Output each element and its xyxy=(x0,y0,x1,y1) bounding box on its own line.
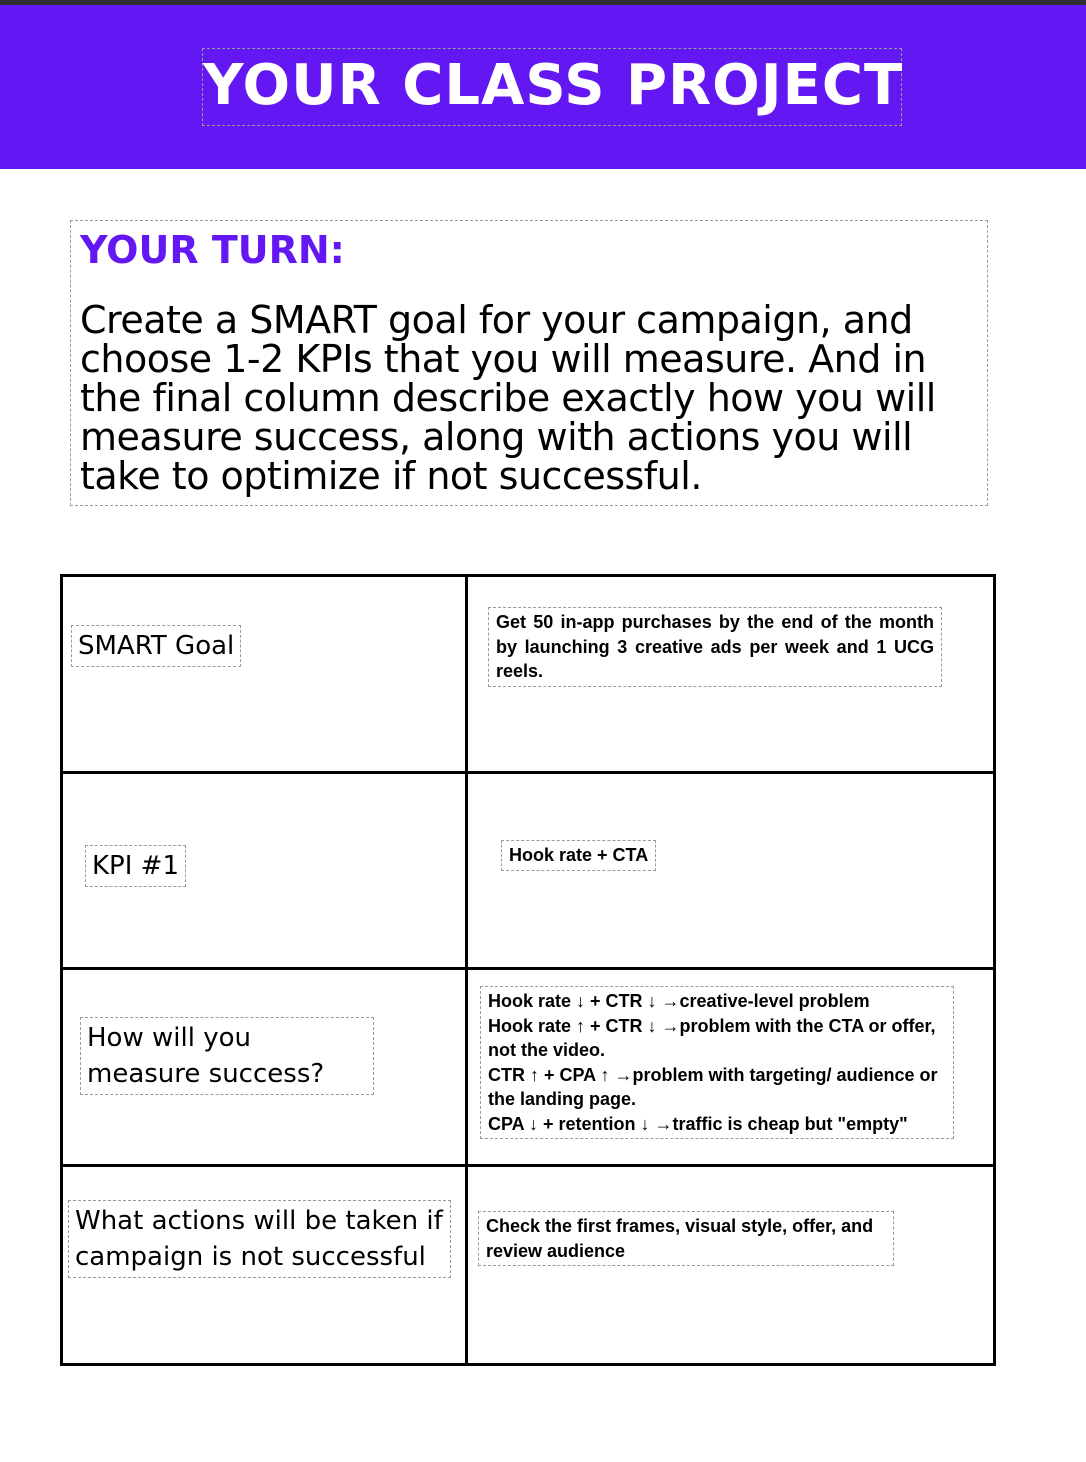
instructions-box xyxy=(70,220,988,506)
kpi-label: KPI #1 xyxy=(85,845,186,887)
answer-cell xyxy=(467,773,995,969)
label-cell xyxy=(62,773,467,969)
measure-success-label: How will you measure success? xyxy=(80,1017,374,1095)
table-row xyxy=(62,576,995,773)
actions-label: What actions will be taken if campaign is not successful xyxy=(68,1200,451,1278)
smart-goal-answer[interactable]: Get 50 in-app purchases by the end of the month by launching 3 creative ads per week and 1 UCG reels. xyxy=(488,607,942,687)
table-row xyxy=(62,1166,995,1365)
table-row xyxy=(62,773,995,969)
project-table xyxy=(60,574,996,1366)
table-row xyxy=(62,969,995,1166)
label-cell xyxy=(62,969,467,1166)
measure-success-answer[interactable]: Hook rate ↓ + CTR ↓ →creative-level problem Hook rate ↑ + CTR ↓ →problem with the CTA or offer, not the video. CTR ↑ + CPA ↑ →problem with targeting/ audience or the landing page. CPA ↓ + retention ↓ →traffic is cheap but "empty" xyxy=(480,986,954,1139)
label-cell xyxy=(62,576,467,773)
page-title: YOUR CLASS PROJECT xyxy=(202,48,902,126)
answer-cell xyxy=(467,1166,995,1365)
kpi-answer[interactable]: Hook rate + CTA xyxy=(501,840,656,871)
answer-cell xyxy=(467,576,995,773)
your-turn-heading: YOUR TURN: xyxy=(80,228,345,272)
answer-cell xyxy=(467,969,995,1166)
smart-goal-label: SMART Goal xyxy=(71,625,241,667)
actions-answer[interactable]: Check the first frames, visual style, offer, and review audience xyxy=(478,1211,894,1266)
instructions-text: Create a SMART goal for your campaign, and choose 1-2 KPIs that you will measure. And in the final column describe exactly how you will measure success, along with actions you will take to optimize if not successful. xyxy=(80,298,936,498)
label-cell xyxy=(62,1166,467,1365)
